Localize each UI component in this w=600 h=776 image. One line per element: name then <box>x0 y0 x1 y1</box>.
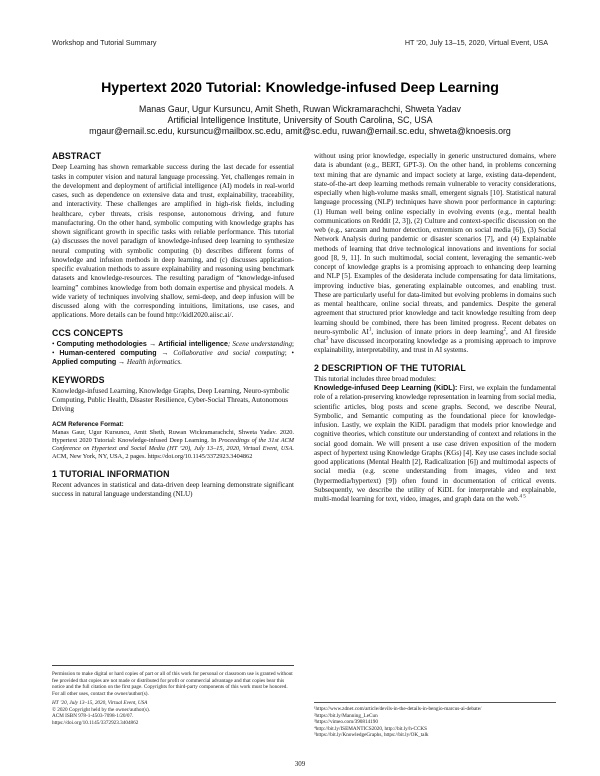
ccs-bullet: • <box>52 339 57 348</box>
author-affiliation: Artificial Intelligence Institute, University of South Carolina, SC, USA <box>167 115 433 126</box>
kidl-lead: Knowledge-infused Deep Learning (KiDL): <box>314 384 458 392</box>
keywords-section <box>52 376 294 415</box>
intro-text: , inclusion of innate priors in deep learning <box>371 327 504 336</box>
footnote-mark: 3 <box>325 336 329 342</box>
acm-reference-label: ACM Reference Format: <box>52 420 124 428</box>
running-head-right: HT ’20, July 13–15, 2020, Virtual Event, USA <box>404 38 548 47</box>
author-emails: mgaur@email.sc.edu, kursuncu@mailbox.sc.edu, amit@sc.edu, ruwan@email.sc.edu, shweta@knoesis.org <box>89 126 511 137</box>
running-head-left: Workshop and Tutorial Summary <box>52 38 157 47</box>
author-names: Manas Gaur, Ugur Kursuncu, Amit Sheth, Ruwan Wickramarachchi, Shweta Yadav <box>139 104 461 114</box>
page-number: 309 <box>294 760 306 768</box>
ccs-concepts <box>52 340 294 368</box>
ccs-item-1: Computing methodologies → Artificial intelligence <box>56 339 228 348</box>
permission-doi: https://doi.org/10.1145/3372923.3404862 <box>52 719 139 726</box>
section-2-heading: 2 DESCRIPTION OF THE TUTORIAL <box>314 362 466 373</box>
acm-reference-doi: ACM, New York, NY, USA, 2 pages. https://doi.org/10.1145/3372923.3404862 <box>52 453 253 461</box>
footnote-1: ¹https://www.zdnet.com/article/devils-in-the-details-in-bengio-marcus-ai-debate/ <box>314 706 482 712</box>
footnote-mark: 4 5 <box>519 494 526 500</box>
author-block <box>30 104 570 138</box>
permission-copyright: © 2020 Copyright held by the owner/author(s). <box>52 706 151 713</box>
footnote-mark: 1 <box>368 327 372 333</box>
acm-reference-part: Manas Gaur, Ugur Kursuncu, Amit Sheth, Ruwan Wickramarachchi, Shweta Yadav. 2020. Hypertext 2020 Tutorial: Knowledge-infused Deep Learning. In <box>52 428 294 444</box>
right-column <box>314 152 556 504</box>
section-1-text: Recent advances in statistical and data-driven deep learning demonstrate significant success in natural language understanding (NLU) <box>52 480 294 499</box>
intro-paragraph <box>314 152 556 356</box>
ccs-heading: CCS CONCEPTS <box>52 327 124 338</box>
section-2-kidl <box>314 384 556 504</box>
ccs-bullet: ; • <box>52 339 295 357</box>
footnote-mark: 2 <box>503 327 506 333</box>
acm-reference-proceedings: Proceedings of the 31st ACM Conference on Hypertext and Social Media (HT ’20), July 13–15, 2020, Virtual Event, USA. <box>52 436 294 453</box>
acm-reference-text <box>52 429 294 462</box>
permission-isbn: ACM ISBN 978-1-4503-7098-1/20/07. <box>52 713 134 719</box>
running-head <box>52 38 548 50</box>
footnote-3: ³https://vimeo.com/390814190 <box>314 719 378 726</box>
abstract-text: Deep Learning has shown remarkable success during the last decade for essential tasks in computer vision and natural language processing. Yet, challenges remain in the development and deployment of artificial intelligence (AI) models in real-world cases, such as dependence on extensive data and trust, explainability, traceability, and interactivity. These challenges are amplified in high-risk fields, including healthcare, cyber threats, crisis response, autonomous driving, and future manufacturing. On the other hand, symbolic computing with knowledge graphs has shown significant growth in specific tasks with reliable performance. This tutorial (a) discusses the novel paradigm of knowledge-infused deep learning to synthesize neural computing with symbolic computing (b) describes different forms of knowledge and infusion methods in deep learning, and (c) discusses application-specific evaluation methods to assure explainability and reasoning using benchmark datasets and knowledge-resources. The resulting paradigm of “knowledge-infused learning” combines knowledge from both domain expertise and physical models. A wide variety of techniques involving shallow, semi-deep, and deep infusion will be discussed along with the corresponding intuitions, limitations, use cases, and applications. More details can be found http://kidl2020.aiisc.ai/. <box>52 163 294 320</box>
section-1 <box>52 470 294 500</box>
ccs-item-3-sub: → Health informatics. <box>116 358 183 367</box>
ccs-item-2: Human-centered computing <box>59 349 157 357</box>
abstract-heading: ABSTRACT <box>52 151 102 161</box>
section-2 <box>314 364 556 505</box>
ccs-bullet: ; • <box>284 349 294 357</box>
permission-block <box>52 665 294 726</box>
keywords-heading: KEYWORDS <box>52 374 105 385</box>
permission-text: Permission to make digital or hard copies of part or all of this work for personal or classroom use is granted without fee provided that copies are not made or distributed for profit or commercial advantage and that copies bear this notice and the full citation on the first page. Copyrights for third-party components of this work must be honored. For all other uses, contact the owner/author(s). <box>52 671 293 697</box>
ccs-section <box>52 329 294 368</box>
keywords-text: Knowledge-infused Learning, Knowledge Graphs, Deep Learning, Neuro-symbolic Computing, Public Health, Disaster Resilience, Cyber-Social Threats, Autonomous Driving <box>52 386 290 414</box>
footnotes <box>314 702 556 739</box>
left-column <box>52 152 294 499</box>
ccs-item-1-sub: ; Scene understanding <box>227 339 293 348</box>
acm-reference <box>52 421 294 462</box>
footnote-2: ²https://bit.ly/Manning_LeCun <box>314 712 378 719</box>
section-1-heading: 1 TUTORIAL INFORMATION <box>52 468 170 479</box>
ccs-item-3: Applied computing <box>52 358 117 367</box>
intro-text: have discussed incorporating knowledge as a promising approach to improve explainability, interpretability, and trust in AI systems. <box>314 337 556 355</box>
kidl-text: First, we explain the fundamental role of a relation-preserving knowledge representation in learning from social media, scientific articles, blog posts and scene graphs. Second, we describe Neural, Symbolic, and Semantic computing as the foundational piece for knowledge-infusion. Lastly, we explain the KiDL paradigm that models prior knowledge and cognitive theories, which constitute our understanding of context and relations in the social good domain. We will present a use case driven exposition of the modern aspect of hypertext using Knowledge Graphs (KGs) [4]. Key use cases include social good applications (Mental Health [2], Radicalization [6]) and multimodal aspects of social media (e.g. scene understanding from images, video and text (hypermedia/hypertext) [9]) often found in documentation of critical events. Subsequently, we describe the utility of KiDL for interpretable and explainable, multi-modal learning for text, video, images, and graph data on the web. <box>314 384 556 503</box>
paper-title: Hypertext 2020 Tutorial: Knowledge-infused Deep Learning <box>101 80 499 96</box>
ccs-item-2-sub: → Collaborative and social computing <box>156 349 285 357</box>
intro-text: , and AI fireside chat <box>314 327 557 345</box>
footnote-4: ⁴http://bit.ly/ISEMANTICS2020, http://bit.ly/h-CCKS <box>314 725 428 732</box>
permission-venue: HT ’20, July 13–15, 2020, Virtual Event, USA <box>52 700 148 706</box>
footnote-5: ⁵https://bit.ly/KnowledgeGraphs, https://bit.ly/OK_talk <box>314 732 429 739</box>
intro-text: without using prior knowledge, especially in generic unstructured domains, where data is abundant (e.g., BERT, GPT-3). On the other hand, in problems concerning text mining that are dynamic and impact society at large, existing data-dependent, state-of-the-art deep learning methods remain vulnerable to veracity considerations, especially when high-volume masks small, emergent signals [10]. Statistical natural language processing (NLP) techniques have shown poor performance in capturing: (1) Human well being online especially in evolving events (e.g., mental health communications on Reddit [2, 3]), (2) Culture and context-specific discussion on the web (e.g., sarcasm and humor detection, extremism on social media [6]), (3) Social Network Analysis during pandemic or disaster scenarios [7], and (4) Explainable methods of learning that drive technological innovations and inventions for social good [8, 9, 11]. In such multimodal, social content, leveraging the semantic-web concept of knowledge graphs is a promising approach to enhancing deep learning and NLP [5]. Examples of the desiderata include compensating for data limitations, improving inductive bias, generating explainable outcomes, and enabling trust. These are particularly useful for data-limited but evolving problems in domains such as mental healthcare, online social threats, and pandemics. Despite the general agreement that structured prior knowledge and tacit knowledge resulting from deep learning should be combined, there has been limited progress. Recent debates on neuro-symbolic AI <box>314 152 556 336</box>
section-2-intro: This tutorial includes three broad modules: <box>314 374 436 383</box>
